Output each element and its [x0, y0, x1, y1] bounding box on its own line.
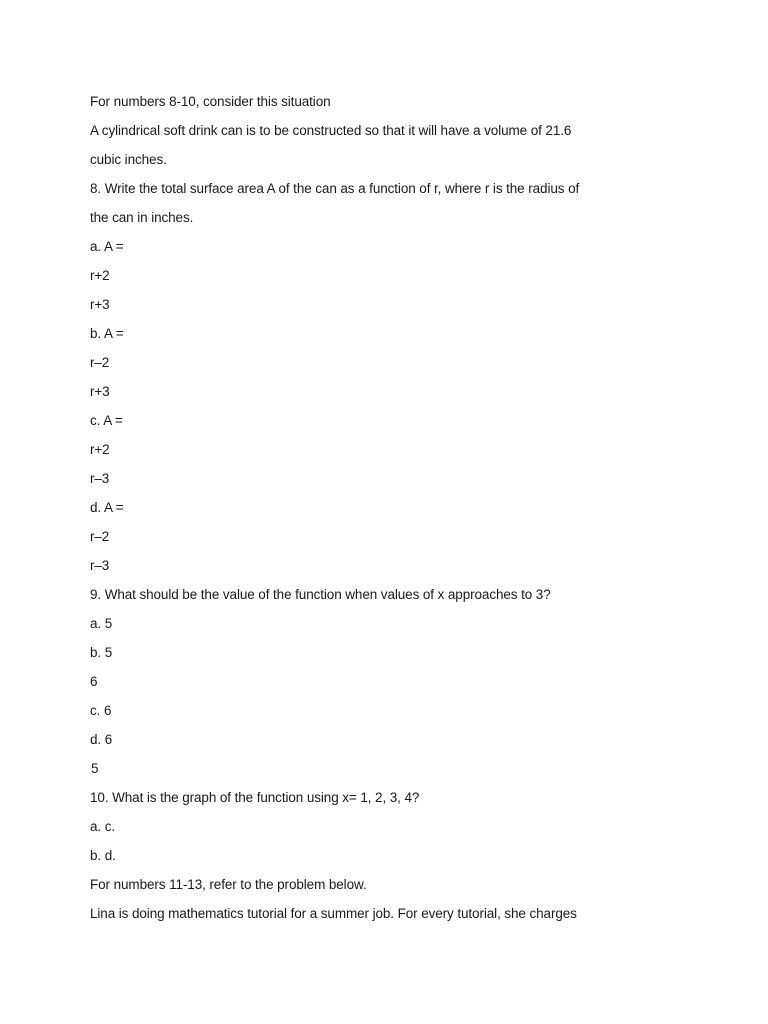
choice-8a-denominator: r+3 [90, 297, 110, 312]
question-8: 8. Write the total surface area A of the can as a function of r, where r is the radius of [90, 181, 580, 196]
choice-9a: a. 5 [90, 616, 113, 631]
problem-text: cubic inches. [90, 152, 167, 167]
choice-9b-denominator: 6 [90, 674, 98, 689]
choices-10-bd: b. d. [90, 848, 116, 863]
choices-10-ac: a. c. [90, 819, 116, 834]
choice-8c: c. A = [90, 413, 123, 428]
problem-text: A cylindrical soft drink can is to be constructed so that it will have a volume of 21.6 [90, 123, 572, 138]
choice-9b: b. 5 [90, 645, 113, 660]
section-intro-8-10: For numbers 8-10, consider this situation [90, 94, 331, 109]
document-body [90, 92, 690, 933]
problem-text: Lina is doing mathematics tutorial for a summer job. For every tutorial, she charges [90, 906, 577, 921]
choice-9d: d. 6 [90, 732, 113, 747]
choice-8d-denominator: r–3 [90, 558, 110, 573]
choice-8c-numerator: r+2 [90, 442, 110, 457]
choice-8b-denominator: r+3 [90, 384, 110, 399]
choice-9c: c. 6 [90, 703, 112, 718]
question-10: 10. What is the graph of the function using x= 1, 2, 3, 4? [90, 790, 420, 805]
choice-8b: b. A = [90, 326, 124, 341]
section-intro-11-13: For numbers 11-13, refer to the problem below. [90, 877, 367, 892]
question-9: 9. What should be the value of the function when values of x approaches to 3? [90, 587, 551, 602]
choice-8d-numerator: r–2 [90, 529, 110, 544]
choice-8b-numerator: r–2 [90, 355, 110, 370]
choice-8a: a. A = [90, 239, 124, 254]
question-8-cont: the can in inches. [90, 210, 194, 225]
choice-8d: d. A = [90, 500, 124, 515]
choice-8c-denominator: r–3 [90, 471, 110, 486]
choice-9d-denominator: 5 [91, 761, 99, 776]
choice-8a-numerator: r+2 [90, 268, 110, 283]
